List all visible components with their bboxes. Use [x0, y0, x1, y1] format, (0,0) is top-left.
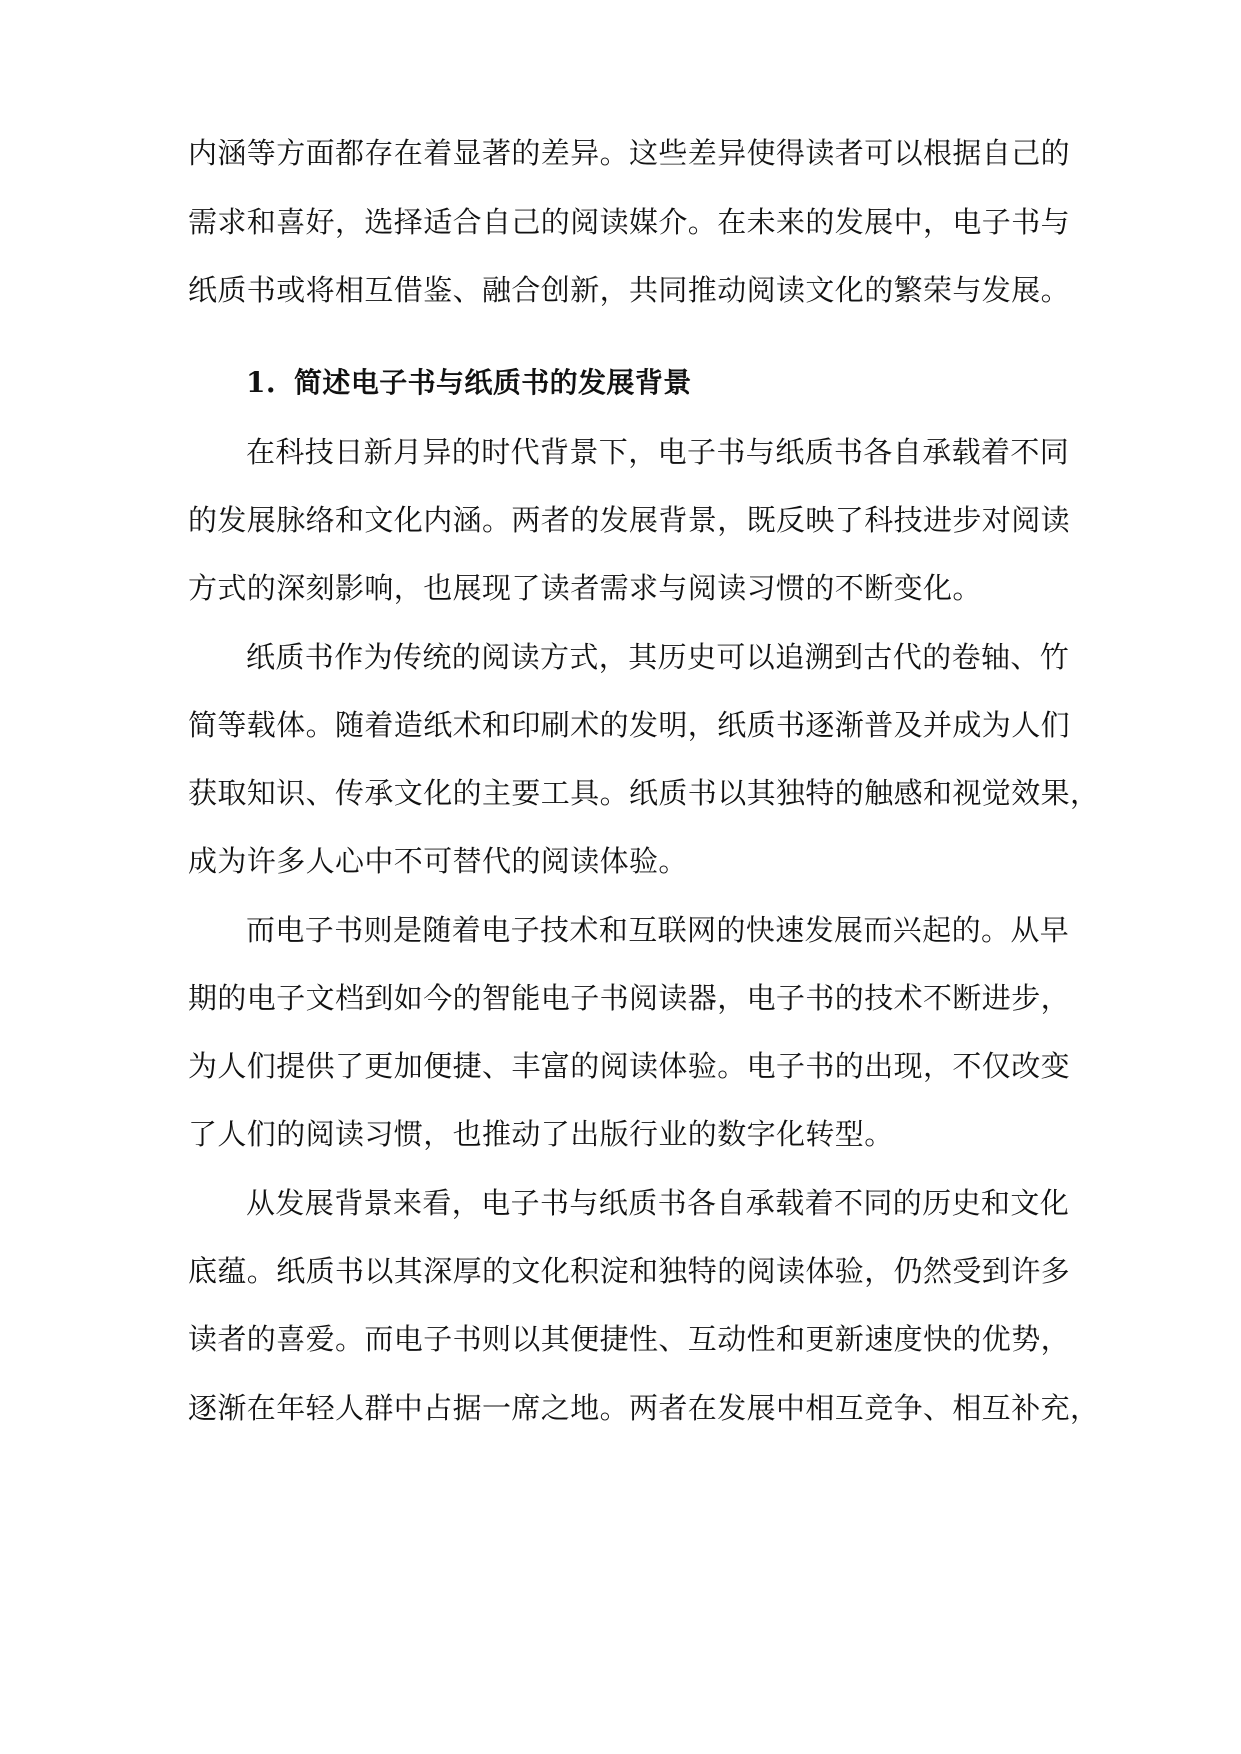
intro-line-2: 需求和喜好，选择适合自己的阅读媒介。在未来的发展中，电子书与 — [188, 205, 1071, 239]
section-number: 1. — [246, 366, 277, 399]
section-heading — [246, 363, 692, 403]
paragraph-1-line-3: 方式的深刻影响，也展现了读者需求与阅读习惯的不断变化。 — [188, 571, 982, 605]
paragraph-3-line-4: 了人们的阅读习惯，也推动了出版行业的数字化转型。 — [188, 1117, 894, 1151]
paragraph-3-line-1: 而电子书则是随着电子技术和互联网的快速发展而兴起的。从早 — [246, 913, 1070, 947]
paragraph-4-line-4: 逐渐在年轻人群中占据一席之地。两者在发展中相互竞争、相互补充， — [188, 1391, 1100, 1425]
section-title: 简述电子书与纸质书的发展背景 — [294, 366, 692, 399]
paragraph-1-line-2: 的发展脉络和文化内涵。两者的发展背景，既反映了科技进步对阅读 — [188, 503, 1071, 537]
paragraph-3-line-2: 期的电子文档到如今的智能电子书阅读器，电子书的技术不断进步， — [188, 981, 1071, 1015]
paragraph-2-line-1: 纸质书作为传统的阅读方式，其历史可以追溯到古代的卷轴、竹 — [246, 640, 1070, 674]
paragraph-2-line-3: 获取知识、传承文化的主要工具。纸质书以其独特的触感和视觉效果， — [188, 776, 1100, 810]
paragraph-4-line-1: 从发展背景来看，电子书与纸质书各自承载着不同的历史和文化 — [246, 1186, 1070, 1220]
paragraph-3-line-3: 为人们提供了更加便捷、丰富的阅读体验。电子书的出现，不仅改变 — [188, 1049, 1071, 1083]
intro-line-1: 内涵等方面都存在着显著的差异。这些差异使得读者可以根据自己的 — [188, 136, 1071, 170]
paragraph-2-line-2: 简等载体。随着造纸术和印刷术的发明，纸质书逐渐普及并成为人们 — [188, 708, 1071, 742]
paragraph-4-line-3: 读者的喜爱。而电子书则以其便捷性、互动性和更新速度快的优势， — [188, 1322, 1071, 1356]
intro-line-3: 纸质书或将相互借鉴、融合创新，共同推动阅读文化的繁荣与发展。 — [188, 273, 1071, 307]
paragraph-4-line-2: 底蕴。纸质书以其深厚的文化积淀和独特的阅读体验，仍然受到许多 — [188, 1254, 1071, 1288]
paragraph-2-line-4: 成为许多人心中不可替代的阅读体验。 — [188, 844, 688, 878]
paragraph-1-line-1: 在科技日新月异的时代背景下，电子书与纸质书各自承载着不同 — [246, 435, 1070, 469]
